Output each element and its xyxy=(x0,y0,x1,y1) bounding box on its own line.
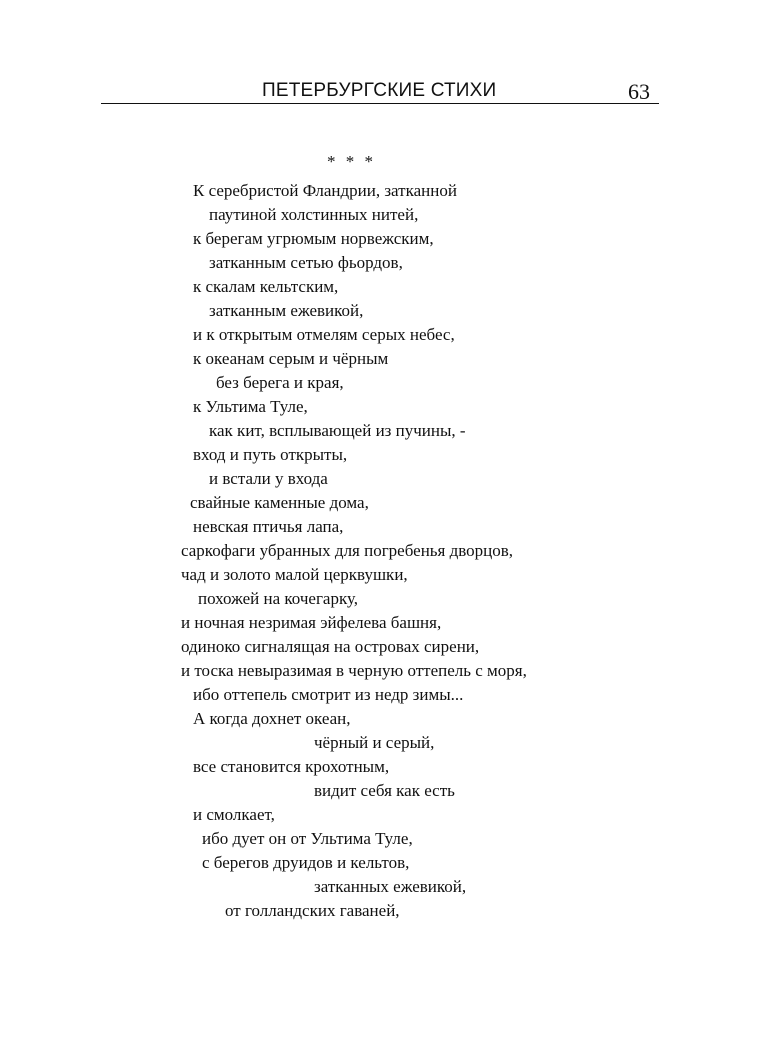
poem-line: все становится крохотным, xyxy=(193,757,390,776)
poem-line: к берегам угрюмым норвежским, xyxy=(193,229,434,248)
poem-line: похожей на кочегарку, xyxy=(198,589,359,608)
poem-line: саркофаги убранных для погребенья дворцов, xyxy=(181,541,514,560)
poem-line: от голландских гаваней, xyxy=(225,901,400,920)
running-title: ПЕТЕРБУРГСКИЕ СТИХИ xyxy=(262,80,497,101)
header-rule xyxy=(101,103,659,104)
poem-line: К серебристой Фландрии, затканной xyxy=(193,181,457,200)
poem-line: паутиной холстинных нитей, xyxy=(209,205,419,224)
poem-line: чёрный и серый, xyxy=(314,733,435,752)
poem-line: и тоска невыразимая в черную оттепель с моря, xyxy=(181,661,527,680)
poem-line: ибо оттепель смотрит из недр зимы... xyxy=(193,685,464,704)
poem-line: к океанам серым и чёрным xyxy=(193,349,389,368)
poem-line: затканных ежевикой, xyxy=(314,877,467,896)
page-number: 63 xyxy=(628,79,650,104)
poem-line: без берега и края, xyxy=(216,373,344,392)
poem-line: ибо дует он от Ультима Туле, xyxy=(202,829,413,848)
poem-asterism: * * * xyxy=(327,152,376,171)
poem-line: А когда дохнет океан, xyxy=(193,709,351,728)
poem-line: и встали у входа xyxy=(209,469,328,488)
poem-line: к скалам кельтским, xyxy=(193,277,339,296)
poem-line: и смолкает, xyxy=(193,805,275,824)
poem-line: затканным ежевикой, xyxy=(209,301,364,320)
poem-line: к Ультима Туле, xyxy=(193,397,308,416)
poem-line: как кит, всплывающей из пучины, - xyxy=(209,421,466,440)
poem-line: с берегов друидов и кельтов, xyxy=(202,853,410,872)
poem-line: невская птичья лапа, xyxy=(193,517,344,536)
poem-line: и к открытым отмелям серых небес, xyxy=(193,325,455,344)
poem-line: чад и золото малой церквушки, xyxy=(181,565,408,584)
poem-line: одиноко сигналящая на островах сирени, xyxy=(181,637,480,656)
poem-line: свайные каменные дома, xyxy=(190,493,369,512)
poem-line: затканным сетью фьордов, xyxy=(209,253,403,272)
poem-line: вход и путь открыты, xyxy=(193,445,348,464)
poem-line: и ночная незримая эйфелева башня, xyxy=(181,613,442,632)
poem-line: видит себя как есть xyxy=(314,781,455,800)
